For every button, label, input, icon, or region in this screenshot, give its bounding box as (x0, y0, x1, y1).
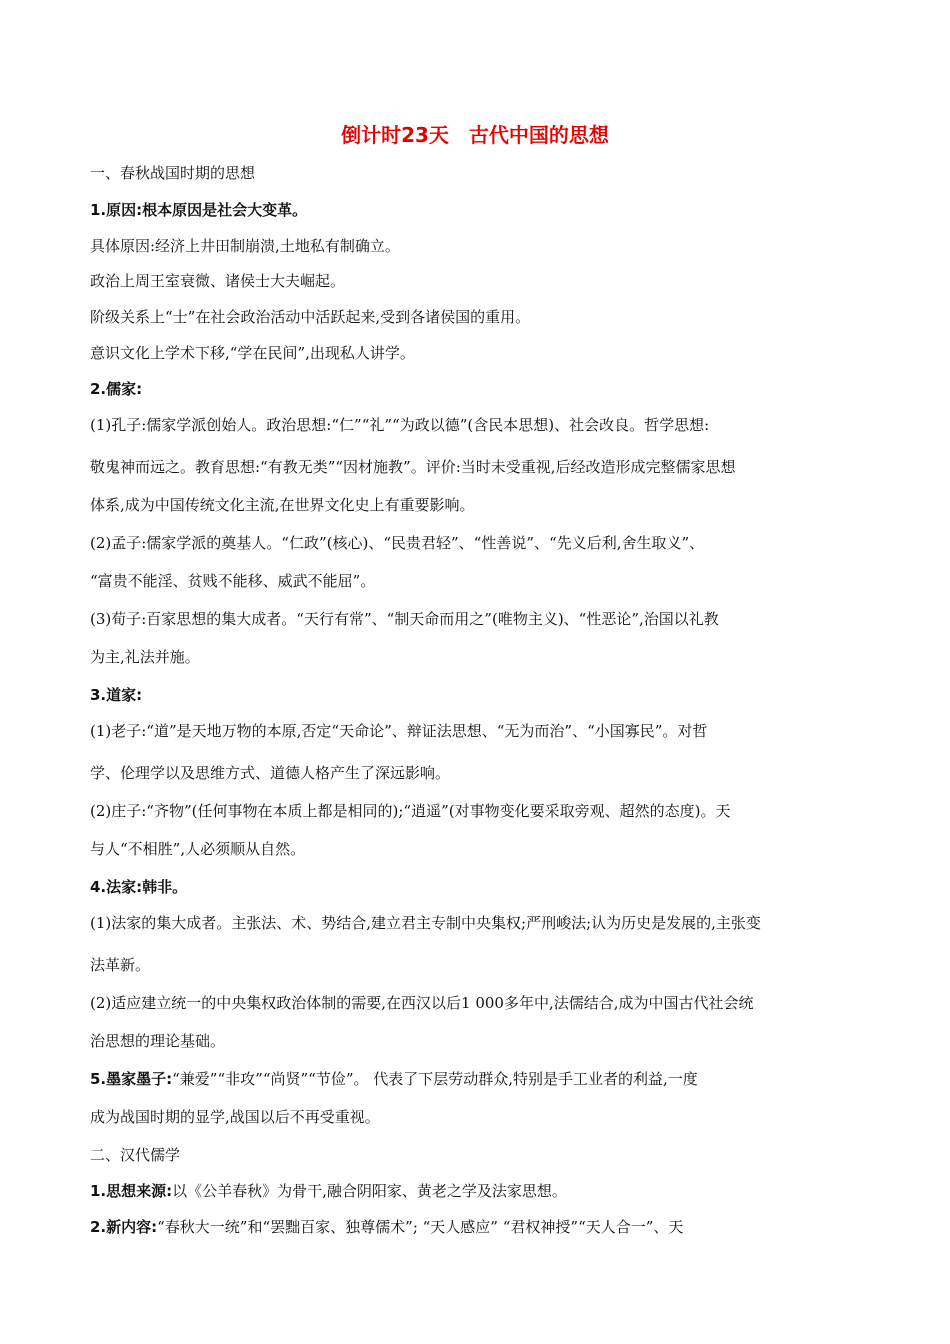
line-text: 治思想的理论基础。 (90, 1032, 226, 1050)
paragraph-line (90, 839, 865, 859)
point-heading (90, 685, 865, 705)
paragraph-line (90, 457, 865, 477)
paragraph-line (90, 721, 865, 741)
line-text: 二、汉代儒学 (90, 1146, 181, 1164)
paragraph-line (90, 647, 865, 667)
line-text: 敬鬼神而远之。教育思想:“有教无类”“因材施教”。评价:当时未受重视,后经改造形成完整儒家思想 (90, 458, 736, 476)
paragraph-line (90, 763, 865, 783)
line-text: 以《公羊春秋》为骨干,融合阴阳家、黄老之学及法家思想。 (172, 1182, 567, 1200)
line-text: “兼爱”“非攻”“尚贤”“节俭”。 代表了下层劳动群众,特别是手工业者的利益,一度 (172, 1070, 698, 1088)
line-text: 为主,礼法并施。 (90, 648, 200, 666)
line-text: 政治上周王室衰微、诸侯士大夫崛起。 (90, 272, 346, 290)
line-text: (2)适应建立统一的中央集权政治体制的需要,在西汉以后1 000多年中,法儒结合,成为中国古代社会统 (90, 994, 754, 1012)
line-head: 5.墨家墨子: (90, 1070, 173, 1088)
paragraph-line (90, 913, 865, 933)
point-line (90, 1181, 865, 1201)
section-heading (90, 1145, 865, 1165)
paragraph-line (90, 307, 865, 327)
section-heading (90, 163, 865, 183)
line-text: (1)孔子:儒家学派创始人。政治思想:“仁”“礼”“为政以德”(含民本思想)、社会改良。哲学思想: (90, 416, 710, 434)
paragraph-line (90, 1107, 865, 1127)
line-text: “春秋大一统”和“罢黜百家、独尊儒术”; “天人感应” “君权神授”“天人合一”、天 (157, 1218, 684, 1236)
line-text: (2)庄子:“齐物”(任何事物在本质上都是相同的);“逍遥”(对事物变化要采取旁观、超然的态度)。天 (90, 802, 731, 820)
line-head: 3.道家: (90, 686, 143, 704)
document-title: 倒计时23天 古代中国的思想 (341, 123, 609, 147)
line-text: 体系,成为中国传统文化主流,在世界文化史上有重要影响。 (90, 496, 475, 514)
line-text: 一、春秋战国时期的思想 (90, 164, 256, 182)
paragraph-line (90, 955, 865, 975)
line-text: (1)法家的集大成者。主张法、术、势结合,建立君主专制中央集权;严刑峻法;认为历史是发展的,主张变 (90, 914, 761, 932)
point-line (90, 1069, 865, 1089)
paragraph-line (90, 993, 865, 1013)
paragraph-line (90, 801, 865, 821)
line-text: (2)孟子:儒家学派的奠基人。“仁政”(核心)、“民贵君轻”、“性善说”、“先义后利,舍生取义”、 (90, 534, 705, 552)
paragraph-line (90, 533, 865, 553)
line-text: “富贵不能淫、贫贱不能移、威武不能屈”。 (90, 572, 376, 590)
line-head: 2.新内容: (90, 1218, 158, 1236)
line-head: 2.儒家: (90, 380, 143, 398)
line-text: 阶级关系上“士”在社会政治活动中活跃起来,受到各诸侯国的重用。 (90, 308, 531, 326)
point-heading (90, 200, 865, 220)
line-text: 具体原因:经济上井田制崩溃,土地私有制确立。 (90, 237, 400, 255)
paragraph-line (90, 415, 865, 435)
line-text: 与人“不相胜”,人必须顺从自然。 (90, 840, 306, 858)
line-head: 1.思想来源: (90, 1182, 173, 1200)
point-line (90, 1217, 865, 1237)
point-heading (90, 877, 865, 897)
paragraph-line (90, 271, 865, 291)
paragraph-line (90, 571, 865, 591)
line-head: 4.法家:韩非。 (90, 878, 188, 896)
line-text: (1)老子:“道”是天地万物的本原,否定“天命论”、辩证法思想、“无为而治”、“小国寡民”。对哲 (90, 722, 708, 740)
line-text: 成为战国时期的显学,战国以后不再受重视。 (90, 1108, 380, 1126)
line-text: 意识文化上学术下移,“学在民间”,出现私人讲学。 (90, 344, 415, 362)
paragraph-line (90, 495, 865, 515)
line-text: 学、伦理学以及思维方式、道德人格产生了深远影响。 (90, 764, 451, 782)
paragraph-line (90, 343, 865, 363)
paragraph-line (90, 609, 865, 629)
line-text: 法革新。 (90, 956, 151, 974)
line-head: 1.原因:根本原因是社会大变革。 (90, 201, 308, 219)
paragraph-line (90, 236, 865, 256)
paragraph-line (90, 1031, 865, 1051)
line-text: (3)荀子:百家思想的集大成者。“天行有常”、“制天命而用之”(唯物主义)、“性恶论”,治国以礼教 (90, 610, 719, 628)
point-heading (90, 379, 865, 399)
